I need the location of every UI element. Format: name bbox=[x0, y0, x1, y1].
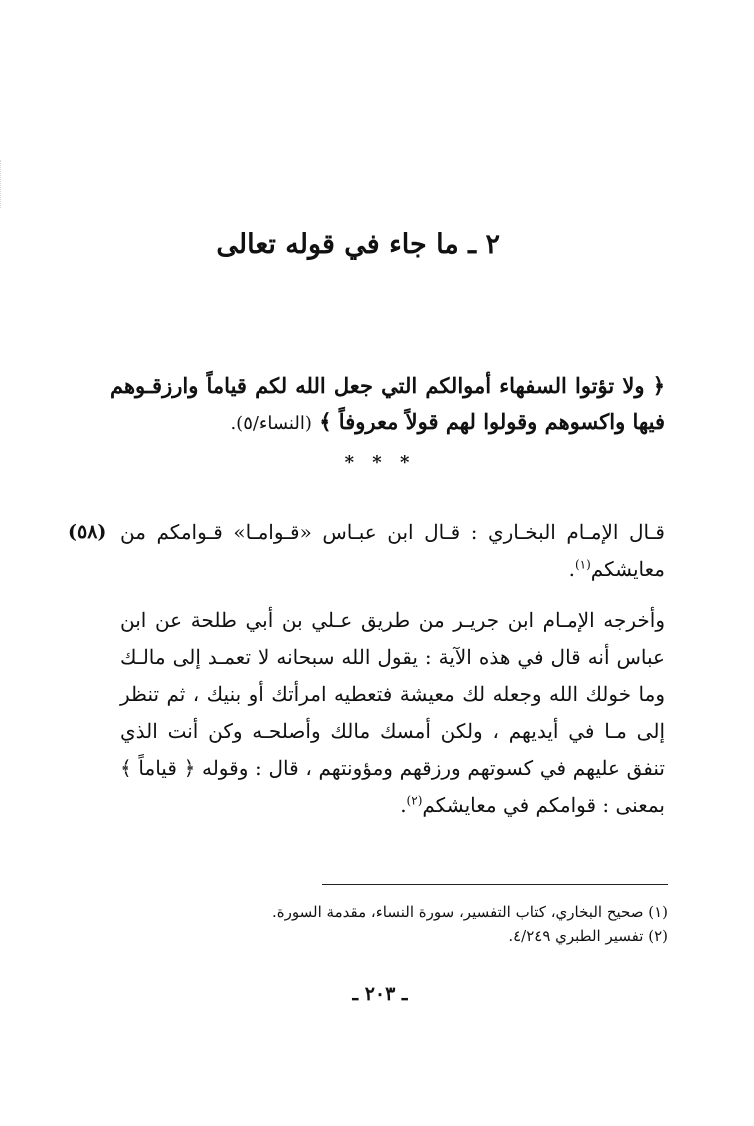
paragraph-end: . bbox=[400, 793, 407, 817]
page-number: ـ ٢٠٣ ـ bbox=[352, 983, 408, 1005]
paragraph-text: وأخرجه الإمـام ابن جريـر من طريق عـلي بن أبي طلحة عن ابن عباس أنه قال في هذه الآية : يقول الله سبحانه لا تعمـد إلى مالـك وما خولك الله وجعله لك معيشة فتعطيه امرأتك أو بنيك ، ثم تنظر إلى مـا في أيديهم ، ولكن أمسك مالك وأصلحـه وكن أنت الذي تنفق عليهم في كسوتهم ورزقهم ومؤونتهم ، قال : وقوله ﴿ قياماً ﴾ بمعنى : قوامكم في معايشكم bbox=[120, 608, 665, 817]
quran-verse bbox=[110, 368, 665, 442]
paragraph-bukhari bbox=[120, 514, 665, 588]
entry-number: (٥٨) bbox=[68, 521, 107, 543]
section-separator: * * * bbox=[344, 452, 416, 473]
section-heading: ٢ ـ ما جاء في قوله تعالى bbox=[216, 229, 500, 260]
paragraph-end: . bbox=[568, 557, 575, 581]
footnote-ref-1[interactable]: (١) bbox=[574, 557, 591, 572]
footnote-1: (١) صحيح البخاري، كتاب التفسير، سورة النساء، مقدمة السورة. bbox=[272, 903, 668, 921]
footnote-ref-2[interactable]: (٢) bbox=[406, 793, 423, 808]
paragraph-ibn-jarir bbox=[120, 602, 665, 824]
scan-edge-mark bbox=[0, 160, 17, 208]
footnote-divider bbox=[322, 884, 668, 885]
footnotes bbox=[240, 900, 668, 948]
verse-text: ﴿ ولا تؤتوا السفهاء أموالكم التي جعل الله لكم قياماً وارزقـوهم فيها واكسوهم وقولوا لهم قولاً معروفاً ﴾ bbox=[110, 373, 665, 434]
verse-reference: (النساء/٥). bbox=[230, 413, 312, 434]
paragraph-text: قـال الإمـام البخـاري : قـال ابن عبـاس «قـوامـا» قـوامكم من معايشكم bbox=[120, 520, 665, 581]
footnote-2: (٢) تفسير الطبري ٤/٢٤٩. bbox=[508, 927, 668, 945]
